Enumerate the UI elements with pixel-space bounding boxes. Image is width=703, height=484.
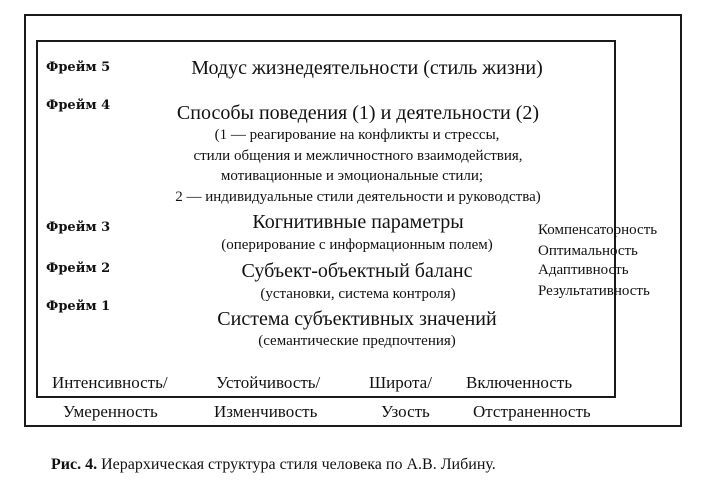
frame-1-label: Фрейм 1 xyxy=(46,299,111,314)
frame-3-detail: (оперирование с информационным полем) xyxy=(221,237,493,253)
frame-5-title: Модус жизнедеятельности (стиль жизни) xyxy=(191,57,543,79)
frame-5-label: Фрейм 5 xyxy=(46,60,111,75)
frame-4-label: Фрейм 4 xyxy=(46,98,111,113)
frame-1-title: Система субъективных значений xyxy=(217,308,497,330)
side-label-effectiveness: Результативность xyxy=(538,283,650,299)
frame-4-detail-2: стили общения и межличностного взаимодействия, xyxy=(193,148,523,164)
frame-1-detail: (семантические предпочтения) xyxy=(258,333,456,349)
frame-4-title: Способы поведения (1) и деятельности (2) xyxy=(176,102,540,124)
frame-4-detail-1: (1 — реагирование на конфликты и стрессы, xyxy=(214,127,500,143)
axis-bottom-variability: Изменчивость xyxy=(214,402,318,421)
axis-bottom-moderation: Умеренность xyxy=(63,402,158,421)
frame-2-detail: (установки, система контроля) xyxy=(260,286,456,302)
side-label-optimality: Оптимальность xyxy=(538,243,638,259)
side-label-adaptivity: Адаптивность xyxy=(538,262,629,278)
axis-top-breadth: Широта/ xyxy=(369,373,432,392)
frame-2-label: Фрейм 2 xyxy=(46,261,111,276)
axis-bottom-detachment: Отстраненность xyxy=(473,402,591,421)
frame-2-title: Субъект-объектный баланс xyxy=(241,260,473,282)
frame-3-label: Фрейм 3 xyxy=(46,220,111,235)
axis-top-stability: Устойчивость/ xyxy=(216,373,321,392)
axis-top-involvement: Включенность xyxy=(466,373,573,392)
frame-4-detail-4: 2 — индивидуальные стили деятельности и руководства) xyxy=(175,189,541,205)
figure-caption-number: Рис. 4. xyxy=(51,456,98,473)
axis-bottom-narrowness: Узость xyxy=(381,402,430,421)
frame-4-detail-3: мотивационные и эмоциональные стили; xyxy=(220,168,484,184)
frame-3-title: Когнитивные параметры xyxy=(252,211,464,233)
figure-caption-text: Иерархическая структура стиля человека по А.В. Либину. xyxy=(97,456,496,473)
axis-top-intensity: Интенсивность/ xyxy=(52,373,168,392)
figure-caption xyxy=(51,457,496,473)
side-label-compensatory: Компенсаторность xyxy=(538,222,658,238)
